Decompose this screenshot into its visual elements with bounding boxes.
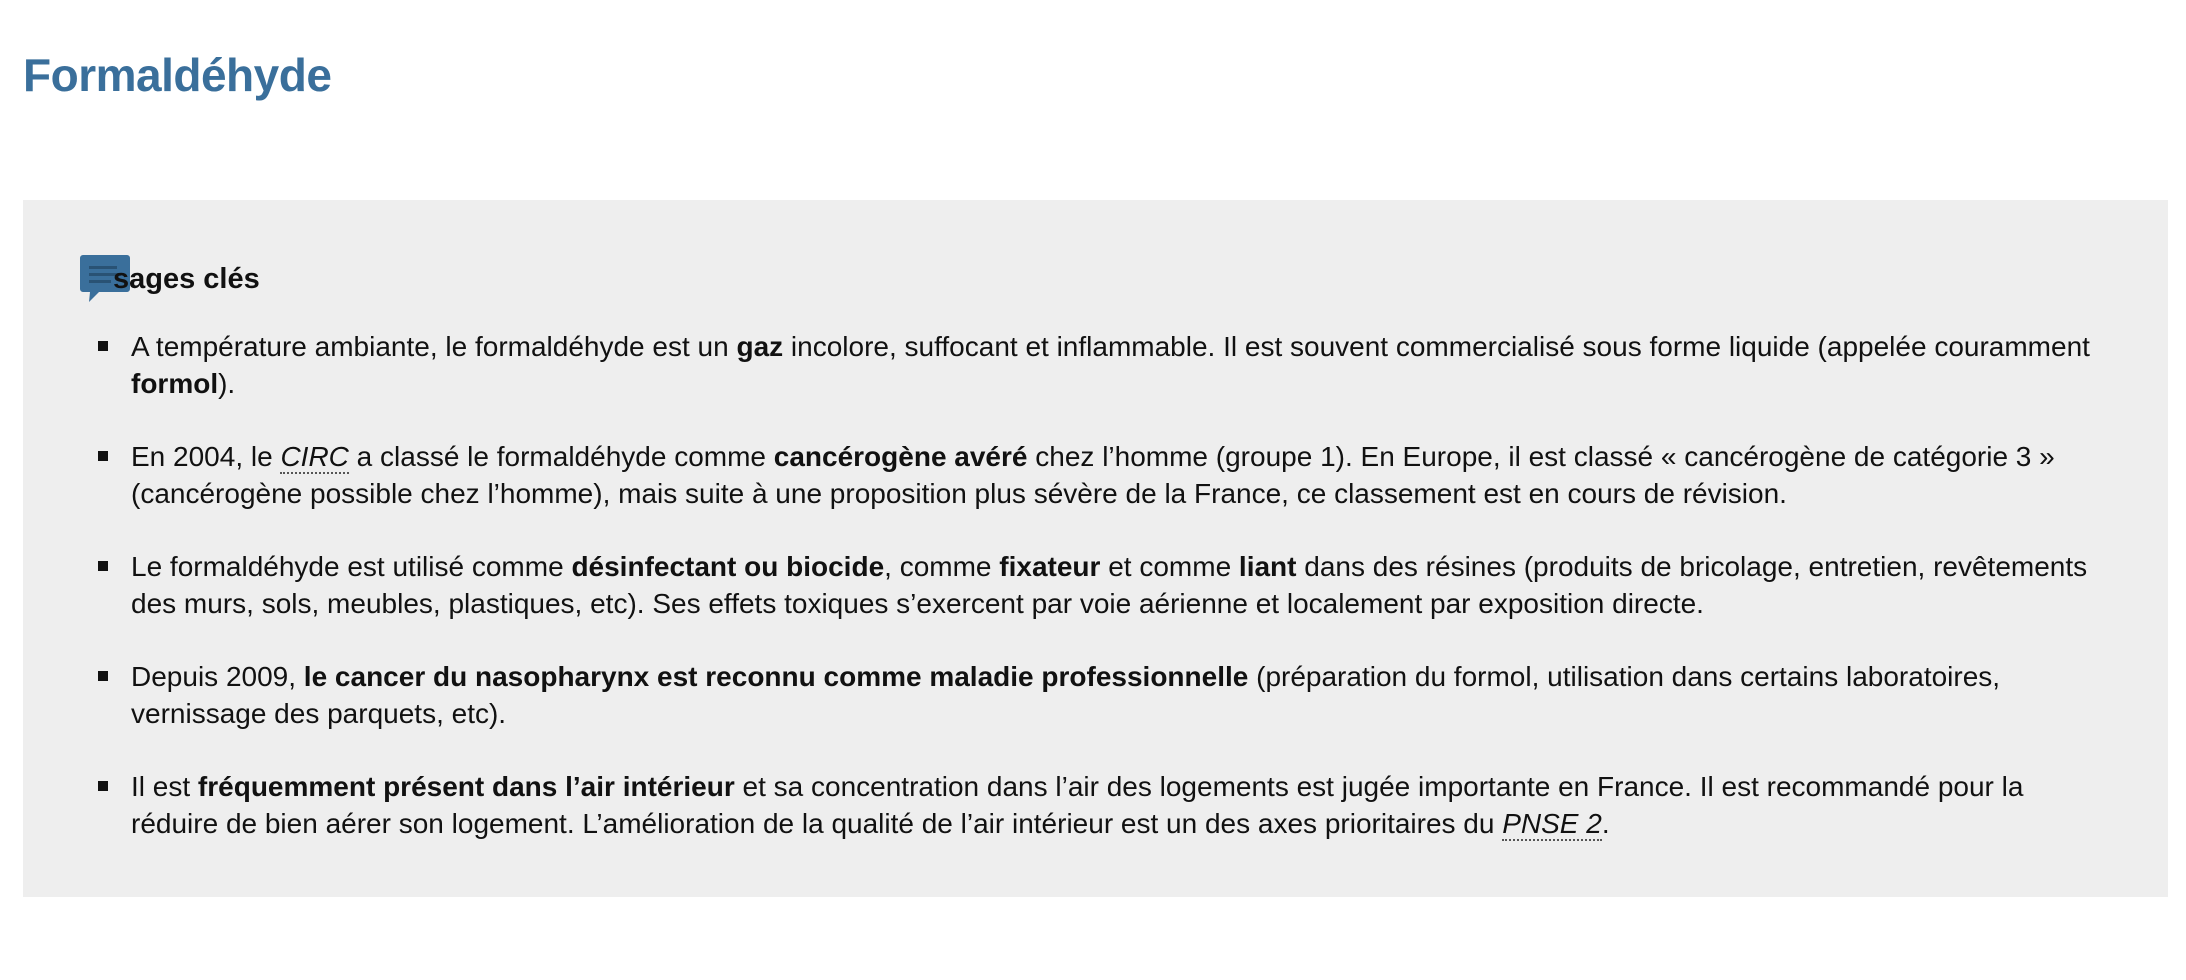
emphasis-text: cancérogène avéré: [773, 441, 1028, 472]
item-text: incolore, suffocant et inflammable. Il est souvent commercialisé sous forme liquide (appelée couramment: [783, 331, 2090, 362]
emphasis-text: liant: [1238, 551, 1297, 582]
item-text: Le formaldéhyde est utilisé comme: [131, 551, 572, 582]
panel-title: [113, 259, 260, 299]
item-text: a classé le formaldéhyde comme: [348, 441, 774, 472]
key-messages-list: [73, 328, 2113, 878]
list-item: [73, 548, 2113, 622]
emphasis-text: le cancer du nasopharynx est reconnu comme maladie professionnelle: [303, 661, 1249, 692]
list-item: [73, 328, 2113, 402]
emphasis-text: gaz: [736, 331, 784, 362]
item-text: (préparation du formol, utilisation dans certains laboratoires, vernissage des parquets, etc).: [131, 661, 2001, 729]
item-text: et comme: [1100, 551, 1239, 582]
list-item: [73, 768, 2113, 842]
panel-header: [79, 254, 260, 304]
list-item: [73, 438, 2113, 512]
item-text: Il est: [131, 771, 198, 802]
item-text: , comme: [884, 551, 1000, 582]
item-text: En 2004, le: [131, 441, 281, 472]
item-text: .: [1601, 808, 1610, 839]
item-text: ).: [218, 368, 236, 399]
key-messages-panel: [23, 200, 2168, 897]
item-text: dans des résines (produits de bricolage, entretien, revêtements des murs, sols, meubles, plastiques, etc). Ses effets toxiques s’exercent par voie aérienne et localement par exposition directe.: [131, 551, 2088, 619]
abbreviation[interactable]: PNSE 2: [1502, 808, 1602, 839]
emphasis-text: formol: [131, 368, 219, 399]
item-text: chez l’homme (groupe 1). En Europe, il est classé « cancérogène de catégorie 3 » (cancérogène possible chez l’homme), mais suite à une proposition plus sévère de la France, ce classement est en cours de révision.: [131, 441, 2055, 509]
panel-title-text: sages clés: [113, 263, 260, 295]
emphasis-text: fixateur: [999, 551, 1101, 582]
emphasis-text: fréquemment présent dans l’air intérieur: [197, 771, 735, 802]
list-item: [73, 658, 2113, 732]
item-text: A température ambiante, le formaldéhyde est un: [131, 331, 737, 362]
item-text: Depuis 2009,: [131, 661, 304, 692]
page-title: Formaldéhyde: [23, 49, 332, 101]
abbreviation[interactable]: CIRC: [280, 441, 349, 472]
emphasis-text: désinfectant ou biocide: [571, 551, 885, 582]
item-text: et sa concentration dans l’air des logements est jugée importante en France. Il est recommandé pour la réduire de bien aérer son logement. L’amélioration de la qualité de l’air intérieur est un des axes prioritaires du: [131, 771, 2024, 839]
